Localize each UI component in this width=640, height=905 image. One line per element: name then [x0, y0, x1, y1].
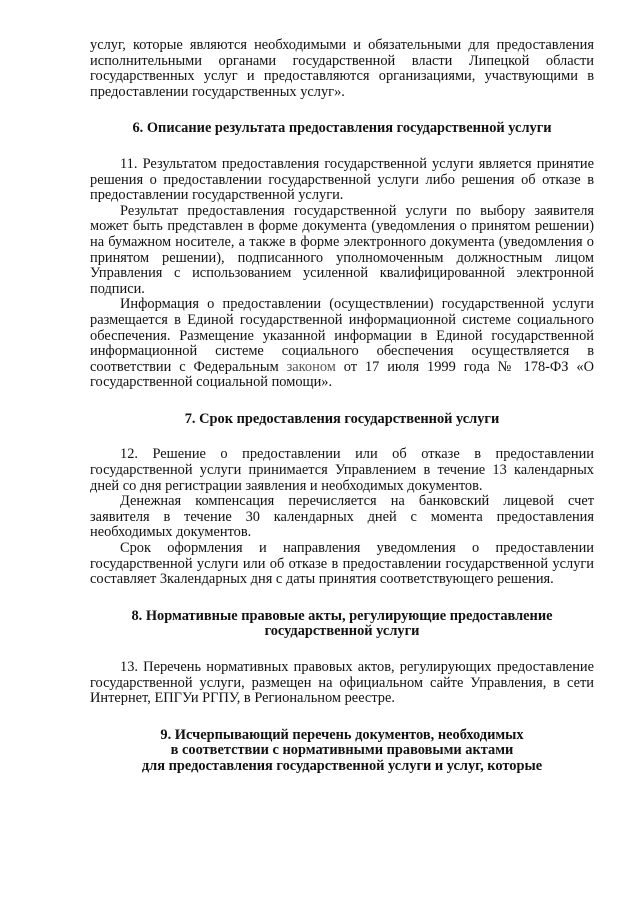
- section-6-paragraph-3-text-a: Информация о предоставлении (осуществлении) государственной услуги размещается в Единой государственной информационной системе социального обеспечения. Размещение указанной информации в Единой государственной информационной системе социального обеспечения осуществляется в соответствии с Федеральным: [90, 296, 594, 375]
- section-6-paragraph-3: [90, 297, 594, 391]
- section-8-heading-line-2: государственной услуги: [264, 623, 420, 640]
- section-9-heading-line-3: для предоставления государственной услуги и услуг, которые: [141, 757, 543, 774]
- section-8-heading: [90, 609, 594, 640]
- section-6-paragraph-1: 11. Результатом предоставления государственной услуги является принятие решения о предоставлении государственной услуги либо решения об отказе в предоставлении государственной услуги.: [90, 155, 594, 204]
- section-8-heading-line-1: 8. Нормативные правовые акты, регулирующие предоставление: [131, 607, 553, 624]
- section-6-heading: 6. Описание результата предоставления государственной услуги: [132, 120, 552, 137]
- section-9-heading-line-1: 9. Исчерпывающий перечень документов, необходимых: [160, 726, 524, 743]
- section-7-paragraph-2: Денежная компенсация перечисляется на банковский лицевой счет заявителя в течение 30 календарных дней с момента предоставления необходимых документов.: [90, 493, 594, 541]
- section-7-paragraph-3: Срок оформления и направления уведомления о предоставлении государственной услуги или об отказе в предоставлении государственной услуги составляет 3календарных дня с даты принятия соответствующего решения.: [90, 540, 594, 588]
- document-page: [90, 38, 594, 775]
- section-9-heading: [90, 728, 594, 775]
- intro-paragraph: услуг, которые являются необходимыми и обязательными для предоставления исполнительными органами государственной власти Липецкой области государственных услуг и предоставляются организациями, участвующими в предоставлении государственных услуг».: [90, 37, 594, 100]
- section-7-heading: 7. Срок предоставления государственной услуги: [184, 410, 500, 427]
- section-6-paragraph-3-text-b: от 17 июля 1999 года № 178-ФЗ «О государственной социальной помощи».: [90, 358, 594, 391]
- federal-law-link[interactable]: законом: [286, 358, 336, 375]
- section-7-paragraph-1: 12. Решение о предоставлении или об отказе в предоставлении государственной услуги принимается Управлением в течение 13 календарных дней со дня регистрации заявления и необходимых документов.: [90, 446, 594, 494]
- section-6-paragraph-2: Результат предоставления государственной услуги по выбору заявителя может быть представлен в форме документа (уведомления о принятом решении) на бумажном носителе, а также в форме электронного документа (уведомления о принятом решении), подписанного уполномоченным должностным лицом Управления с использованием усиленной квалифицированной электронной подписи.: [90, 202, 594, 297]
- section-8-paragraph-1: 13. Перечень нормативных правовых актов, регулирующих предоставление государственной услуги, размещен на официальном сайте Управления, в сети Интернет, ЕПГУи РГПУ, в Региональном реестре.: [90, 659, 594, 707]
- section-9-heading-line-2: в соответствии с нормативными правовыми актами: [170, 742, 514, 759]
